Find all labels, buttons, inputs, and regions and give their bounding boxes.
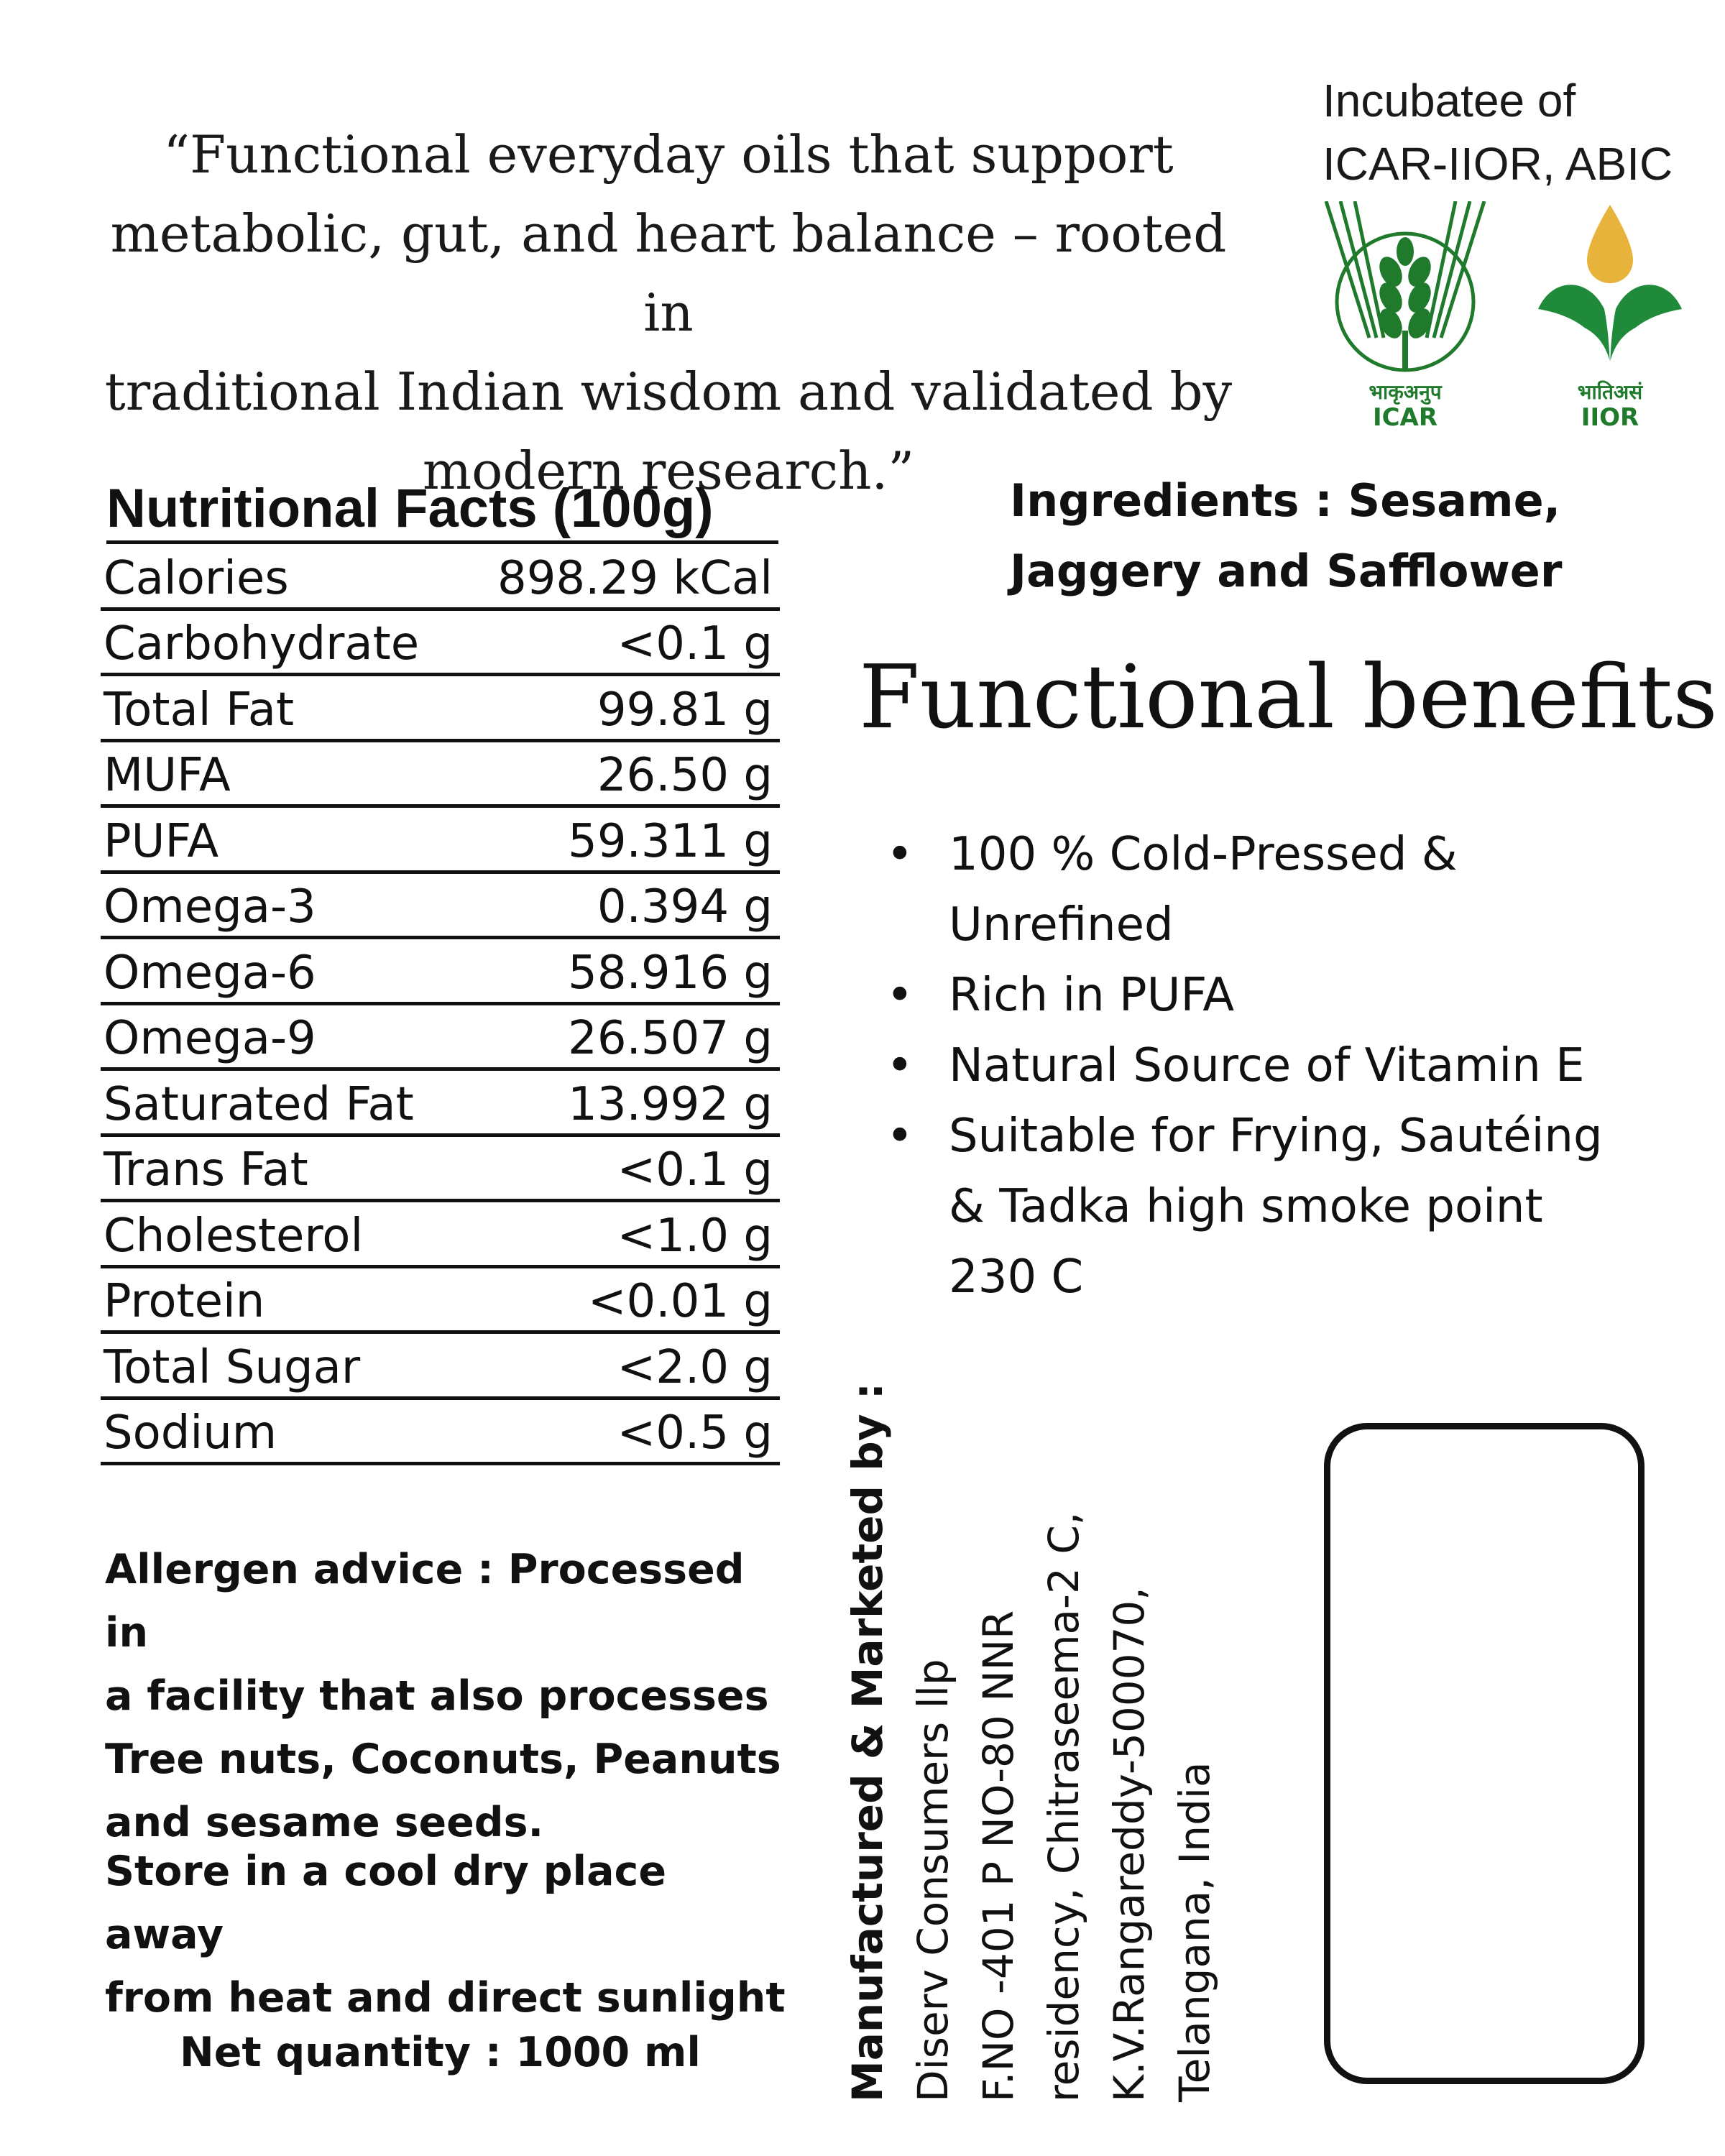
incubation-note xyxy=(1322,69,1696,195)
allergen-advice xyxy=(105,1538,795,1854)
manufacturer-line: Diserv Consumers llp xyxy=(908,1659,957,2102)
nutrient-label: Calories xyxy=(104,551,289,605)
nutrient-label: Trans Fat xyxy=(104,1143,308,1197)
nutrient-label: Omega-3 xyxy=(104,880,316,934)
benefit-line: Unrefined xyxy=(949,898,1174,952)
benefits-list xyxy=(880,819,1707,1312)
ingredients-line: Jaggery and Safflower xyxy=(1010,545,1563,597)
iior-logo xyxy=(1524,201,1696,431)
nutrition-row xyxy=(101,1268,780,1335)
benefit-line: & Tadka high smoke point xyxy=(949,1180,1543,1233)
manufacturer-heading: Manufactured & Marketed by : xyxy=(843,1383,892,2102)
nutrition-row xyxy=(101,742,780,808)
nutrition-row xyxy=(101,1334,780,1400)
benefit-line: 230 C xyxy=(949,1250,1084,1304)
allergen-line: Tree nuts, Coconuts, Peanuts xyxy=(105,1736,781,1783)
nutrient-value: <0.01 g xyxy=(587,1275,773,1328)
nutrient-value: <0.1 g xyxy=(617,1143,773,1197)
nutrition-title-rule xyxy=(106,540,778,544)
nutrition-table xyxy=(101,545,780,1465)
nutrient-value: 58.916 g xyxy=(568,946,773,1000)
nutrition-row xyxy=(101,611,780,677)
nutrient-label: Cholesterol xyxy=(104,1209,364,1263)
bullet-icon: • xyxy=(886,1039,914,1092)
nutrient-value: <1.0 g xyxy=(617,1209,773,1263)
benefit-line: Suitable for Frying, Sautéing xyxy=(949,1110,1603,1163)
nutrition-title: Nutritional Facts (100g) xyxy=(106,478,714,539)
tagline-quote xyxy=(79,115,1258,510)
benefit-line: 100 % Cold-Pressed & xyxy=(949,828,1458,881)
nutrient-label: PUFA xyxy=(104,814,219,868)
benefit-line: Natural Source of Vitamin E xyxy=(949,1039,1585,1092)
nutrient-value: 99.81 g xyxy=(597,683,773,737)
benefit-line: Rich in PUFA xyxy=(949,969,1235,1022)
net-quantity: Net quantity : 1000 ml xyxy=(180,2029,701,2076)
nutrition-row xyxy=(101,545,780,611)
nutrient-value: <0.5 g xyxy=(617,1406,773,1460)
nutrient-label: MUFA xyxy=(104,749,231,802)
iior-hindi-text: भातिअसं xyxy=(1577,380,1643,404)
oil-drop-leaves-icon xyxy=(1524,201,1696,381)
nutrient-value: 898.29 kCal xyxy=(497,551,773,605)
benefit-item xyxy=(880,819,1707,960)
nutrient-value: 26.507 g xyxy=(568,1012,773,1065)
nutrient-label: Carbohydrate xyxy=(104,617,420,671)
bullet-icon: • xyxy=(886,969,914,1022)
nutrition-row xyxy=(101,1005,780,1072)
allergen-line: a facility that also processes xyxy=(105,1672,769,1720)
nutrient-value: 59.311 g xyxy=(568,814,773,868)
tagline-line: “Functional everyday oils that support xyxy=(163,124,1174,185)
nutrient-label: Omega-6 xyxy=(104,946,316,1000)
bullet-icon: • xyxy=(886,1110,914,1163)
icar-logo xyxy=(1319,201,1491,431)
allergen-line: Allergen advice : Processed in xyxy=(105,1546,745,1657)
nutrient-label: Protein xyxy=(104,1275,265,1328)
wheat-icon xyxy=(1319,201,1491,381)
nutrient-value: 13.992 g xyxy=(568,1077,773,1131)
nutrition-row xyxy=(101,676,780,742)
bullet-icon: • xyxy=(886,828,914,881)
incubation-line: Incubatee of xyxy=(1322,75,1576,126)
tagline-line: modern research.” xyxy=(422,441,915,501)
nutrient-value: 0.394 g xyxy=(597,880,773,934)
nutrition-row xyxy=(101,1400,780,1466)
tagline-line: metabolic, gut, and heart balance – rooted in xyxy=(110,203,1227,343)
storage-line: Store in a cool dry place away xyxy=(105,1848,666,1958)
ingredients-line: Ingredients : Sesame, xyxy=(1010,474,1561,527)
nutrient-label: Total Sugar xyxy=(104,1340,361,1394)
benefit-item xyxy=(880,1031,1707,1101)
storage-line: from heat and direct sunlight xyxy=(105,1974,786,2022)
nutrient-label: Omega-9 xyxy=(104,1012,316,1065)
benefit-item xyxy=(880,960,1707,1031)
nutrition-row xyxy=(101,874,780,940)
nutrient-label: Sodium xyxy=(104,1406,277,1460)
blank-info-box xyxy=(1324,1423,1644,2084)
storage-instructions xyxy=(105,1840,795,2030)
manufacturer-line: residency, Chitraseema-2 C, xyxy=(1039,1511,1088,2102)
ingredients xyxy=(1010,466,1657,607)
nutrient-label: Total Fat xyxy=(104,683,295,737)
icar-name-text: ICAR xyxy=(1372,403,1438,432)
allergen-line: and sesame seeds. xyxy=(105,1799,544,1846)
nutrient-label: Saturated Fat xyxy=(104,1077,414,1131)
icar-hindi-text: भाकृअनुप xyxy=(1368,380,1442,404)
manufacturer-line: Telangana, India xyxy=(1170,1761,1219,2102)
nutrition-row xyxy=(101,939,780,1005)
nutrient-value: 26.50 g xyxy=(597,749,773,802)
nutrient-value: <2.0 g xyxy=(617,1340,773,1394)
iior-name-text: IIOR xyxy=(1581,403,1639,432)
nutrition-row xyxy=(101,1137,780,1203)
benefits-title: Functional benefits xyxy=(859,646,1718,748)
nutrient-value: <0.1 g xyxy=(617,617,773,671)
benefit-item xyxy=(880,1101,1707,1312)
nutrition-row xyxy=(101,1071,780,1137)
incubation-line: ICAR-IIOR, ABIC xyxy=(1322,138,1673,190)
manufacturer-block xyxy=(835,1383,1228,2102)
manufacturer-line: F.NO -401 P NO-80 NNR xyxy=(974,1610,1023,2102)
nutrition-row xyxy=(101,1202,780,1268)
nutrition-row xyxy=(101,808,780,874)
tagline-line: traditional Indian wisdom and validated by xyxy=(104,361,1233,422)
manufacturer-line: K.V.Rangareddy-500070, xyxy=(1105,1587,1154,2102)
